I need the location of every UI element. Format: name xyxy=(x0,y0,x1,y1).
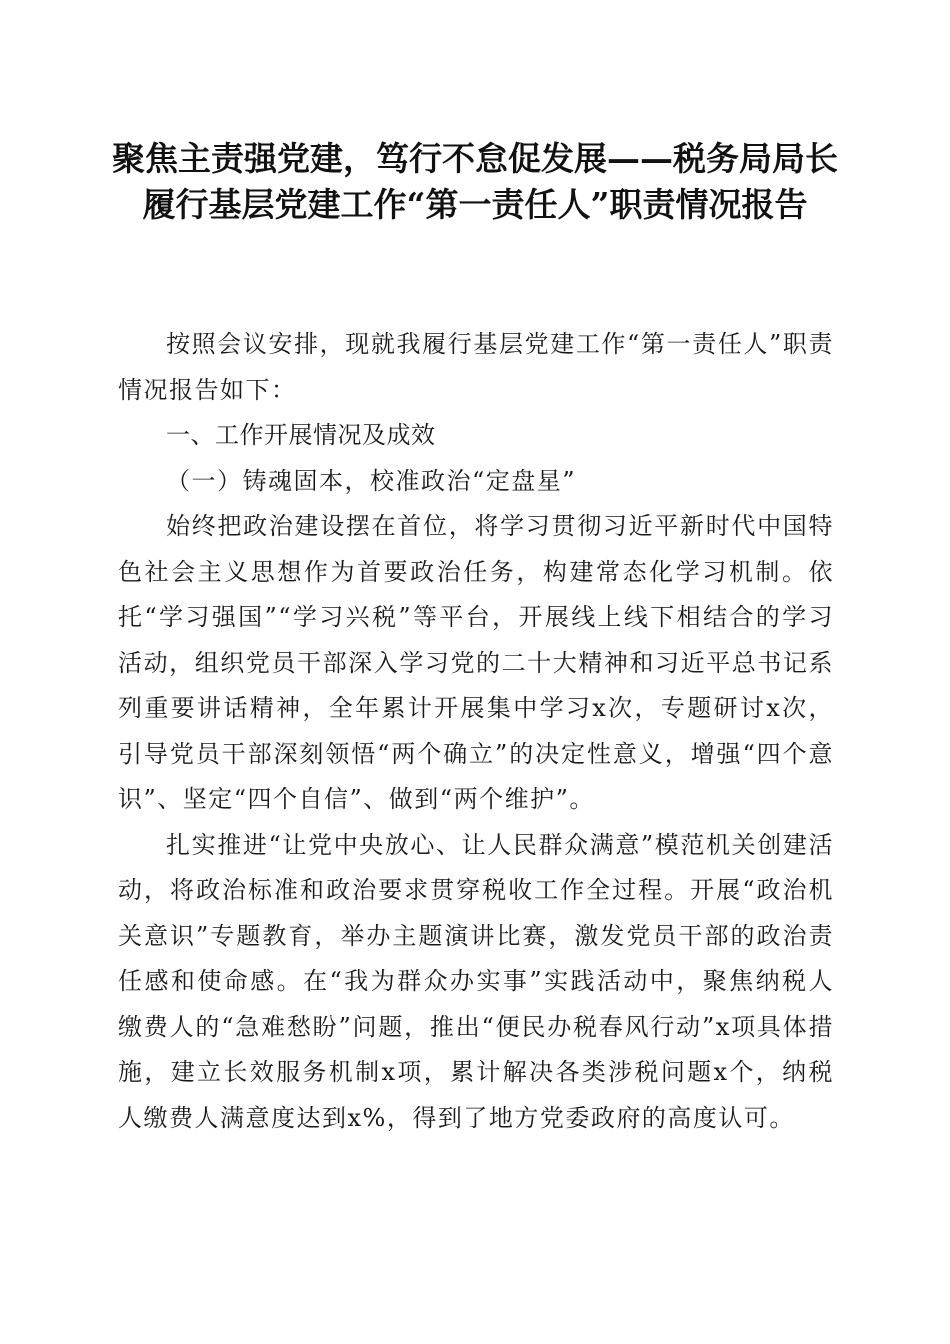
document-title: 聚焦主责强党建，笃行不怠促发展——税务局局长履行基层党建工作“第一责任人”职责情况报告 xyxy=(112,139,838,224)
section-heading: 一、工作开展情况及成效 xyxy=(166,421,436,449)
body-paragraph: 扎实推进“让党中央放心、让人民群众满意”模范机关创建活动，将政治标准和政治要求贯穿税收工作全过程。开展“政治机关意识”专题教育，举办主题演讲比赛，激发党员干部的政治责任感和使命感。在“我为群众办实事”实践活动中，聚焦纳税人缴费人的“急难愁盼”问题，推出“便民办税春风行动”x项具体措施，建立长效服务机制x项，累计解决各类涉税问题x个，纳税人缴费人满意度达到x%，得到了地方党委政府的高度认可。 xyxy=(118,830,834,1132)
intro-paragraph: 按照会议安排，现就我履行基层党建工作“第一责任人”职责情况报告如下： xyxy=(118,330,834,404)
body-paragraph: 始终把政治建设摆在首位，将学习贯彻习近平新时代中国特色社会主义思想作为首要政治任务，构建常态化学习机制。依托“学习强国”“学习兴税”等平台，开展线上线下相结合的学习活动，组织党员干部深入学习党的二十大精神和习近平总书记系列重要讲话精神，全年累计开展集中学习x次，专题研讨x次，引导党员干部深刻领悟“两个确立”的决定性意义，增强“四个意识”、坚定“四个自信”、做到“两个维护”。 xyxy=(118,512,834,813)
document-body xyxy=(118,322,834,1141)
subsection-heading: （一）铸魂固本，校准政治“定盘星” xyxy=(166,466,577,495)
